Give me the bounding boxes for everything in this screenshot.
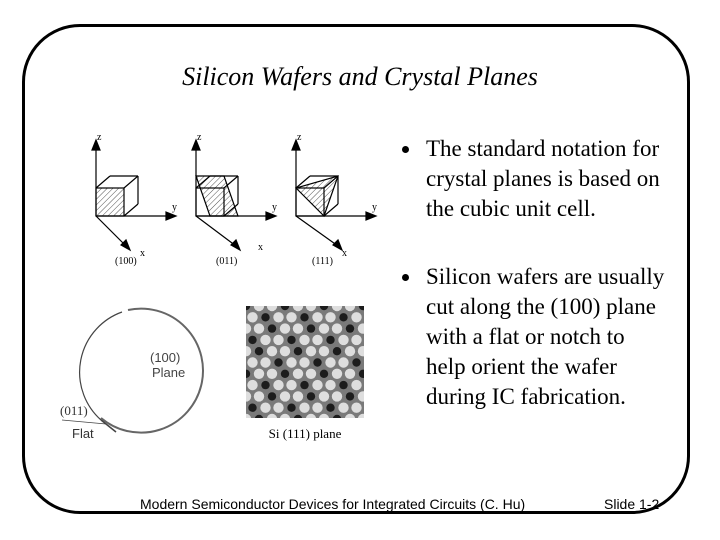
lattice-atom	[273, 335, 283, 345]
cube3-axis-x: x	[342, 248, 347, 259]
lattice-atom	[255, 347, 263, 355]
lattice-atom	[338, 403, 348, 413]
lattice-atom	[351, 403, 361, 413]
lattice-atom	[300, 381, 308, 389]
lattice-atom	[273, 380, 283, 390]
cube2-axis-z: z	[197, 132, 202, 143]
lattice-atom	[247, 312, 257, 322]
lattice-atom	[351, 335, 361, 345]
lattice-atom	[247, 357, 257, 367]
lattice-atom	[319, 346, 329, 356]
bullet-list	[396, 134, 666, 450]
wafer-flat-label-line2: Flat	[72, 426, 94, 441]
cube2-axis-x: x	[258, 242, 263, 253]
lattice-atom	[260, 403, 270, 413]
lattice-atom	[287, 336, 295, 344]
wafer-flat-label-line1: (011)	[60, 403, 88, 418]
lattice-atom	[286, 312, 296, 322]
lattice-atom	[332, 323, 342, 333]
lattice-atom	[312, 403, 322, 413]
lattice-atom	[293, 369, 303, 379]
lattice-atom	[254, 391, 264, 401]
cube-111	[292, 140, 376, 250]
lattice-atom	[312, 335, 322, 345]
lattice-atom	[299, 403, 309, 413]
cube2-axis-y: y	[272, 202, 277, 213]
cube1-axis-x: x	[140, 248, 145, 259]
lattice-atom	[326, 404, 334, 412]
lattice-atom	[268, 392, 276, 400]
lattice-atom	[254, 323, 264, 333]
lattice-atom	[307, 324, 315, 332]
lattice-atom	[306, 369, 316, 379]
lattice-atom	[333, 347, 341, 355]
cube1-axis-z: z	[97, 132, 102, 143]
lattice-atom	[280, 323, 290, 333]
lattice-atom	[260, 357, 270, 367]
lattice-atom	[267, 346, 277, 356]
lattice-atom	[261, 381, 269, 389]
lattice-atom	[351, 380, 361, 390]
bullet-dot-icon	[402, 274, 409, 281]
lattice-atom	[312, 312, 322, 322]
si-111-micrograph	[246, 306, 364, 418]
lattice-atom	[286, 357, 296, 367]
lattice-atom	[260, 335, 270, 345]
lattice-atom	[267, 369, 277, 379]
wafer-plane-label-line1: (100)	[150, 350, 181, 365]
lattice-atom	[273, 403, 283, 413]
lattice-atom	[300, 313, 308, 321]
lattice-atom	[273, 312, 283, 322]
bullet-item-2	[396, 262, 666, 412]
bullet-text-1: The standard notation for crystal planes is based on the cubic unit cell.	[426, 136, 660, 221]
plane-label-011: (011)	[216, 256, 238, 267]
lattice-atom	[313, 358, 321, 366]
lattice-atom	[338, 335, 348, 345]
lattice-atom	[287, 404, 295, 412]
lattice-atom	[339, 381, 347, 389]
lattice-atom	[268, 324, 276, 332]
lattice-atom	[346, 324, 354, 332]
lattice-atom	[293, 323, 303, 333]
cube3-axis-y: y	[372, 202, 377, 213]
plane-label-111: (111)	[312, 256, 333, 267]
lattice-atom	[299, 357, 309, 367]
lattice-atom	[319, 391, 329, 401]
lattice-atom	[326, 336, 334, 344]
lattice-atom	[325, 312, 335, 322]
wafer-plane-label-line2: Plane	[152, 365, 186, 380]
plane-label-100: (100)	[115, 256, 137, 267]
lattice-atom	[307, 392, 315, 400]
micrograph-caption: Si (111) plane	[268, 426, 342, 441]
lattice-atom	[286, 380, 296, 390]
footer-slide-number: Slide 1-2	[604, 496, 660, 512]
wafer-figure	[56, 300, 236, 450]
lattice-atom	[325, 357, 335, 367]
bullet-item-1	[396, 134, 666, 224]
lattice-atom	[248, 404, 256, 412]
lattice-atom	[248, 336, 256, 344]
cubes-drawing	[88, 128, 398, 274]
lattice-atom	[346, 392, 354, 400]
lattice-atom	[312, 380, 322, 390]
lattice-atom	[261, 313, 269, 321]
lattice-atom	[247, 380, 257, 390]
lattice-atom	[345, 346, 355, 356]
lattice-atom	[332, 391, 342, 401]
bullet-text-2: Silicon wafers are usually cut along the (100) plane with a flat or notch to help orient the wafer during IC fabrication.	[426, 264, 665, 409]
lattice-atom	[325, 380, 335, 390]
lattice-atom	[254, 369, 264, 379]
lattice-atom	[332, 369, 342, 379]
cube-100	[92, 140, 176, 250]
cube3-axis-z: z	[297, 132, 302, 143]
lattice-atom	[280, 346, 290, 356]
lattice-atom	[306, 346, 316, 356]
lattice-atom	[299, 335, 309, 345]
lattice-atom	[352, 358, 360, 366]
cube-011	[192, 140, 276, 250]
lattice-atom	[281, 370, 289, 378]
lattice-atom	[345, 369, 355, 379]
lattice-atom	[338, 357, 348, 367]
lattice-atom	[351, 312, 361, 322]
crystal-plane-cubes-figure	[88, 128, 398, 274]
footer-credit: Modern Semiconductor Devices for Integrated Circuits (C. Hu)	[140, 496, 526, 512]
bullet-dot-icon	[402, 146, 409, 153]
cube1-axis-y: y	[172, 202, 177, 213]
slide-title: Silicon Wafers and Crystal Planes	[182, 62, 538, 91]
lattice-atom	[319, 323, 329, 333]
lattice-atom	[274, 358, 282, 366]
micrograph-image	[246, 306, 364, 418]
lattice-atom	[320, 370, 328, 378]
lattice-atom	[293, 391, 303, 401]
lattice-atom	[339, 313, 347, 321]
lattice-atom	[280, 391, 290, 401]
lattice-atom	[294, 347, 302, 355]
